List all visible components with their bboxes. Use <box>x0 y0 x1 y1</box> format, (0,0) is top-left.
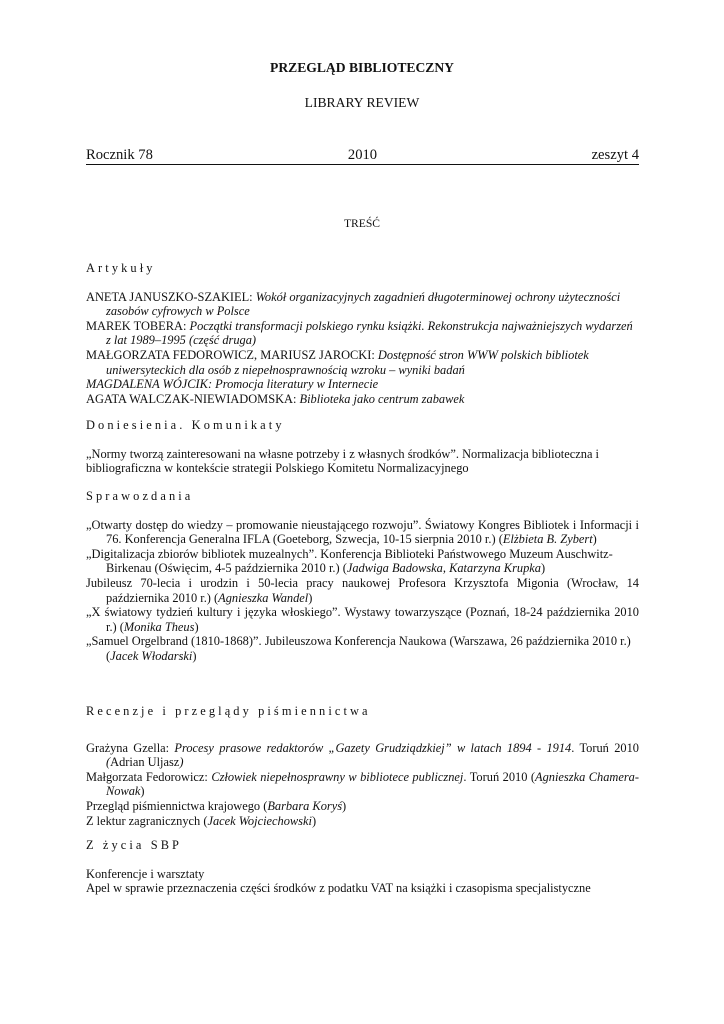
list-item: MAREK TOBERA: Początki transformacji polskiego rynku książki. Rekonstrukcja najważniejszych wydarzeń z lat 1989–1995 (część druga) <box>86 318 633 348</box>
list-item: „Otwarty dostęp do wiedzy – promowanie nieustającego rozwoju”. Światowy Kongres Bibliotek i Informacji i 76. Konferencja Generalna IFLA (Goeteborg, Szwecja, 10-15 sierpnia 2010 r.) (Elżbieta B. Zybert) <box>86 517 639 547</box>
list-item: AGATA WALCZAK-NIEWIADOMSKA: Biblioteka jako centrum zabawek <box>86 391 465 406</box>
issue-label: zeszyt 4 <box>591 147 639 163</box>
list-item: „Samuel Orgelbrand (1810-1868)”. Jubileuszowa Konferencja Naukowa (Warszawa, 26 października 2010 r.) (Jacek Włodarski) <box>86 634 631 663</box>
section-sbp <box>86 838 639 896</box>
list-item: Jubileusz 70-lecia i urodzin i 50-lecia pracy naukowej Profesora Krzysztofa Migonia (Wrocław, 14 października 2010 r.) (Agnieszka Wandel) <box>86 575 639 605</box>
list-item: Przegląd piśmiennictwa krajowego (Barbara Koryś) <box>86 798 347 813</box>
section-heading: Doniesienia. Komunikaty <box>86 418 285 432</box>
list-item: „Digitalizacja zbiorów bibliotek muzealnych”. Konferencja Biblioteki Państwowego Muzeum Auschwitz- Birkenau (Oświęcim, 4-5 października 2010 r.) (Jadwiga Badowska, Katarzyna Krupka) <box>86 546 613 576</box>
list-item: MAGDALENA WÓJCIK: Promocja literatury w Internecie <box>86 377 379 392</box>
section-notices <box>86 418 639 476</box>
year-label: 2010 <box>347 147 378 163</box>
list-item: Apel w sprawie przeznaczenia części środków z podatku VAT na książki i czasopisma specjalistyczne <box>86 881 591 896</box>
list-item: Małgorzata Fedorowicz: Człowiek niepełnosprawny w bibliotece publicznej. Toruń 2010 (Agnieszka Chamera-Nowak) <box>86 769 639 799</box>
journal-title: PRZEGLĄD BIBLIOTECZNY <box>270 60 454 75</box>
section-reviews <box>86 704 639 828</box>
masthead <box>86 147 639 164</box>
list-item: „Normy tworzą zainteresowani na własne potrzeby i z własnych środków”. Normalizacja biblioteczna i bibliograficzna w kontekście strategii Polskiego Komitetu Normalizacyjnego <box>86 446 599 476</box>
volume-label: Rocznik 78 <box>86 147 153 163</box>
section-heading: Recenzje i przeglądy piśmiennictwa <box>86 704 371 718</box>
journal-subtitle: LIBRARY REVIEW <box>304 95 420 110</box>
list-item: ANETA JANUSZKO-SZAKIEL: Wokół organizacyjnych zagadnień długoterminowej ochrony użyteczności zasobów cyfrowych w Polsce <box>86 289 621 319</box>
section-reports <box>86 489 639 664</box>
list-item: Z lektur zagranicznych (Jacek Wojciechowski) <box>86 813 317 828</box>
section-heading: Z życia SBP <box>86 838 183 852</box>
list-item: Konferencje i warsztaty <box>86 866 205 881</box>
section-articles <box>86 261 639 406</box>
list-item: MAŁGORZATA FEDOROWICZ, MARIUSZ JAROCKI: Dostępność stron WWW polskich bibliotek uniwersyteckich dla osób z niepełnosprawnością wzroku – wyniki badań <box>86 347 589 377</box>
header-divider <box>86 164 639 165</box>
contents-heading: TREŚĆ <box>343 217 381 230</box>
section-heading: Sprawozdania <box>86 489 194 503</box>
list-item: Grażyna Gzella: Procesy prasowe redaktorów „Gazety Grudziądzkiej” w latach 1894 - 1914. Toruń 2010 (Adrian Uljasz) <box>86 740 640 770</box>
list-item: „X światowy tydzień kultury i języka włoskiego”. Wystawy towarzyszące (Poznań, 18-24 października 2010 r.) (Monika Theus) <box>86 605 639 634</box>
section-heading: Artykuły <box>86 261 156 275</box>
